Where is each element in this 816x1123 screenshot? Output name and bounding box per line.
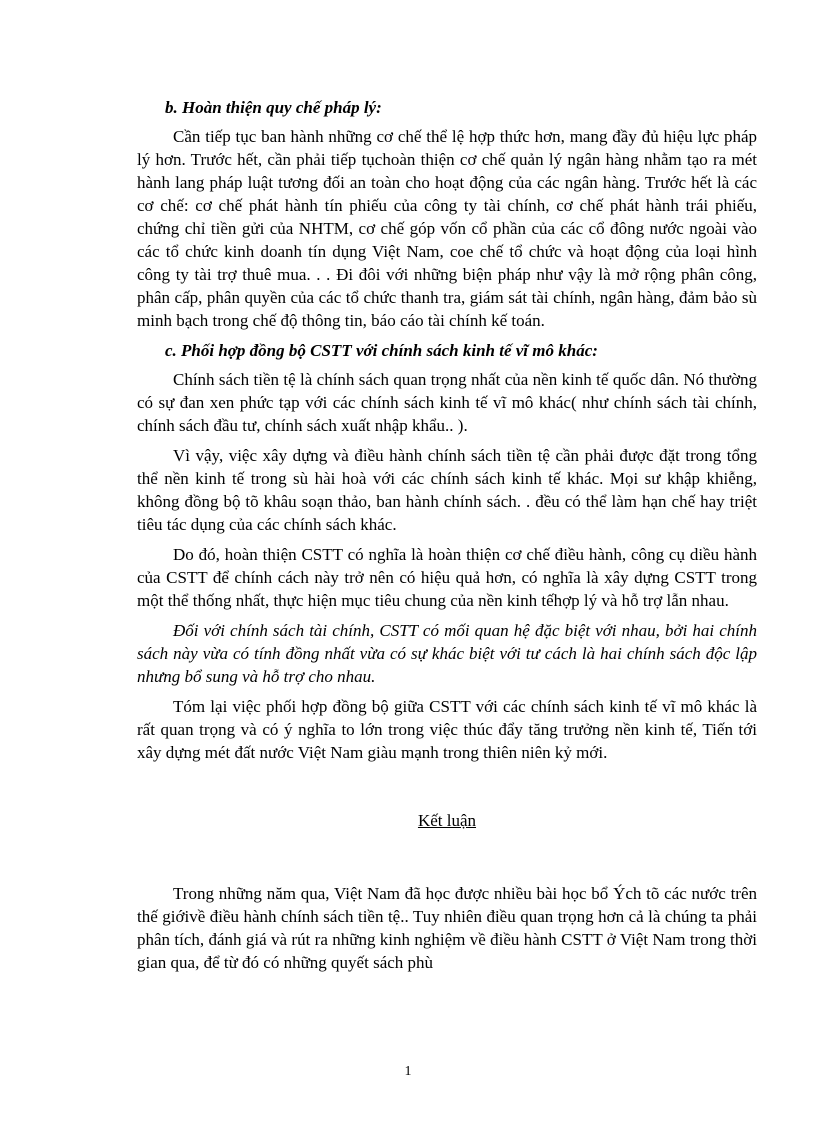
section-c-paragraph-4: Đối với chính sách tài chính, CSTT có mối quan hệ đặc biệt với nhau, bởi hai chính sách này vừa có tính đồng nhất vừa có sự khác biệt với tư cách là hai chính sách độc lập nhưng bổ sung và hỗ trợ cho nhau. bbox=[137, 621, 757, 686]
section-b-paragraph: Cần tiếp tục ban hành những cơ chế thể lệ hợp thức hơn, mang đầy đủ hiệu lực pháp lý hơn. Trước hết, cần phải tiếp tụchoàn thiện cơ chế quản lý ngân hàng nhằm tạo ra mét hành lang pháp luật tương đối an toàn cho hoạt động của các ngân hàng. Trước hết là các cơ chế: cơ chế phát hành tín phiếu của công ty tài chính, cơ chế phát hành trái phiếu, chứng chỉ tiền gửi của NHTM, cơ chế góp vốn cổ phần của các cổ đông nước ngoài vào các tổ chức kinh doanh tín dụng Việt Nam, coe chế tổ chức và hoạt động của loại hình công ty tài trợ thuê mua. . . Đi đôi với những biện pháp như vậy là mở rộng phân công, phân cấp, phân quyền của các tổ chức thanh tra, giám sát tài chính, ngân hàng, đảm bảo sù minh bạch trong chế độ thông tin, báo cáo tài chính kế toán. bbox=[137, 127, 757, 330]
conclusion-paragraph: Trong những năm qua, Việt Nam đã học được nhiều bài học bổ Ých tõ các nước trên thế giớivề điều hành chính sách tiền tệ.. Tuy nhiên điều quan trọng hơn cả là chúng ta phải phân tích, đánh giá và rút ra những kinh nghiệm về điều hành CSTT ở Việt Nam trong thời gian qua, để từ đó có những quyết sách phù bbox=[137, 884, 757, 972]
section-c-paragraph-2: Vì vậy, việc xây dựng và điều hành chính sách tiền tệ cần phải được đặt trong tổng thể nền kinh tế trong sù hài hoà với các chính sách kinh tế khác. Mọi sư khập khiễng, không đồng bộ tõ khâu soạn thảo, ban hành chính sách. . đều có thể làm hạn chế hay triệt tiêu tác dụng của các chính sách khác. bbox=[137, 446, 757, 534]
document-page bbox=[137, 96, 757, 981]
section-c-paragraph-1: Chính sách tiền tệ là chính sách quan trọng nhất của nền kinh tế quốc dân. Nó thường có sự đan xen phức tạp với các chính sách kinh tế vĩ mô khác( như chính sách tài chính, chính sách đầu tư, chính sách xuất nhập khẩu.. ). bbox=[137, 370, 757, 435]
section-c-paragraph-5: Tóm lại việc phối hợp đồng bộ giữa CSTT với các chính sách kinh tế vĩ mô khác là rất quan trọng và có ý nghĩa to lớn trong việc thúc đẩy tăng trưởng nền kinh tế, Tiến tới xây dựng mét đất nước Việt Nam giàu mạnh trong thiên niên kỷ mới. bbox=[137, 697, 757, 762]
section-b-heading: b. Hoàn thiện quy chế pháp lý: bbox=[165, 98, 382, 117]
conclusion-title: Kết luận bbox=[417, 811, 477, 830]
section-c-heading: c. Phối hợp đồng bộ CSTT với chính sách kinh tế vĩ mô khác: bbox=[165, 341, 598, 360]
section-c-paragraph-3: Do đó, hoàn thiện CSTT có nghĩa là hoàn thiện cơ chế điều hành, công cụ diều hành của CSTT để chính cách này trở nên có hiệu quả hơn, có nghĩa là xây dựng CSTT trong một thể thống nhất, thực hiện mục tiêu chung của nền kinh tếhợp lý và hỗ trợ lẫn nhau. bbox=[137, 545, 757, 610]
page-number: 1 bbox=[404, 1064, 412, 1079]
